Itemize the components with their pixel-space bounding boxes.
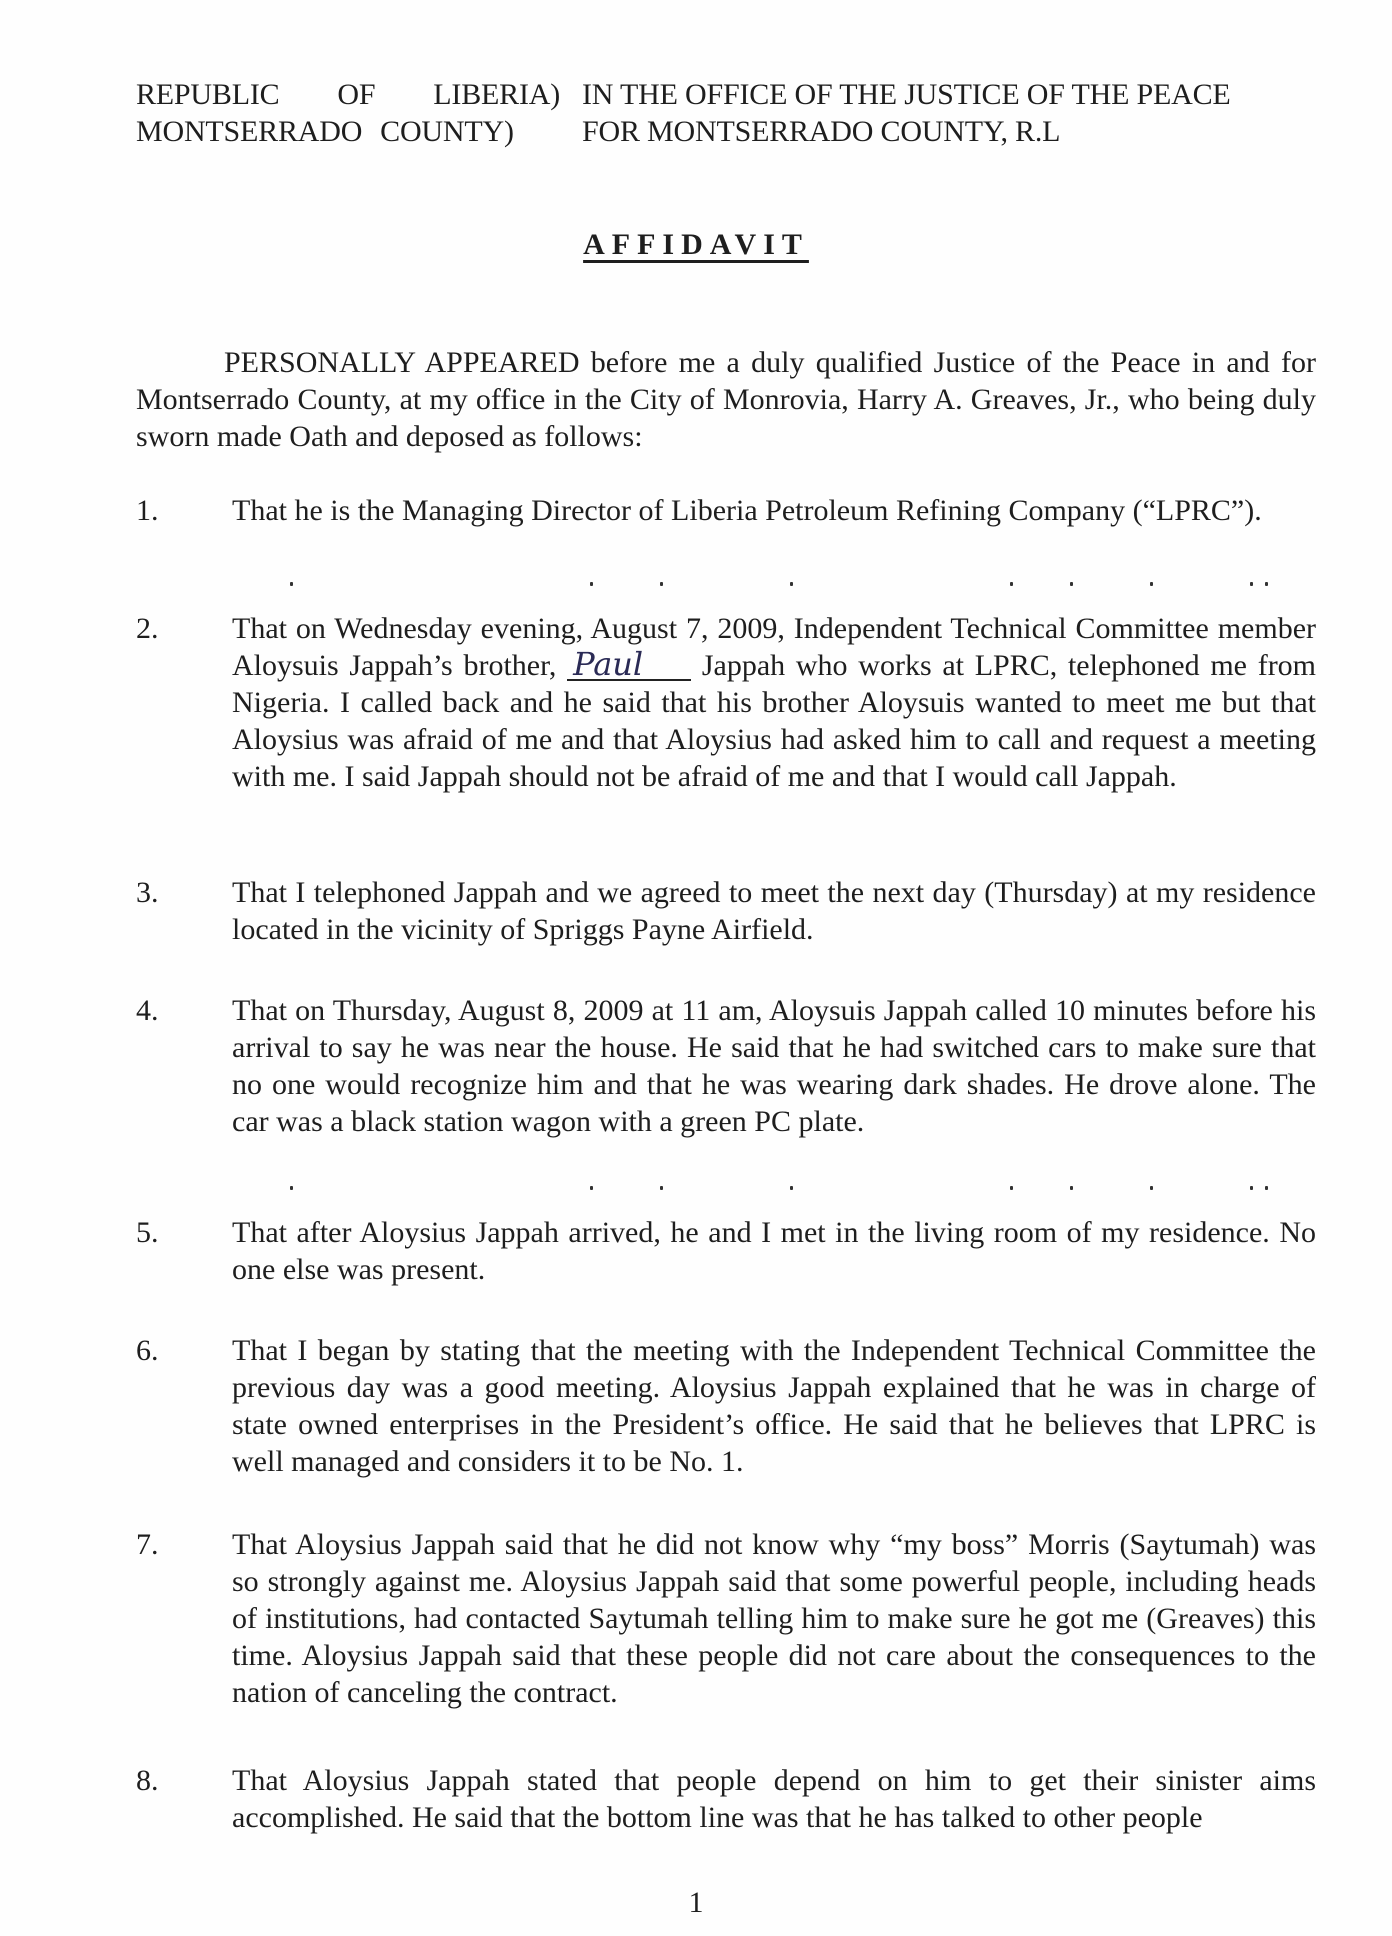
numbered-paragraph-7 — [136, 1526, 1316, 1711]
paragraph-text: That I began by stating that the meeting with the Independent Technical Committee the previous day was a good meeting. Aloysius Jappah explained that he was in charge of state owned enterprises in the President’s office. He said that he believes that LPRC is well managed and considers it to be No. 1. — [232, 1334, 1316, 1478]
caption-court: IN THE OFFICE OF THE JUSTICE OF THE PEACE — [582, 78, 1231, 111]
intro-paragraph: PERSONALLY APPEARED before me a duly qualified Justice of the Peace in and for Montserrado County, at my office in the City of Monrovia, Harry A. Greaves, Jr., who being duly sworn made Oath and deposed as follows: — [136, 346, 1316, 453]
caption-word: REPUBLIC — [136, 78, 280, 111]
numbered-paragraph-8 — [136, 1762, 1316, 1836]
paragraph-text: That Aloysius Jappah stated that people depend on him to get their sinister aims accomplished. He said that the bottom line was that he has talked to other people — [232, 1764, 1316, 1834]
caption-row-2 — [136, 113, 1316, 150]
paragraph-number: 3. — [136, 876, 159, 909]
numbered-paragraph-5 — [136, 1214, 1316, 1288]
numbered-paragraph-2 — [136, 610, 1316, 795]
caption-word: MONTSERRADO — [136, 115, 363, 148]
paragraph-number: 4. — [136, 994, 159, 1027]
caption-county — [136, 113, 582, 150]
page-number: 1 — [688, 1886, 704, 1919]
paragraph-text: That on Thursday, August 8, 2009 at 11 am, Aloysuis Jappah called 10 minutes before his arrival to say he was near the house. He said that he had switched cars to make sure that no one would recognize him and that he was wearing dark shades. He drove alone. The car was a black station wagon with a green PC plate. — [232, 994, 1316, 1138]
case-caption — [136, 76, 1316, 150]
paragraph-number: 7. — [136, 1528, 159, 1561]
title-text: AFFIDAVIT — [583, 228, 809, 261]
caption-word: COUNTY) — [380, 115, 514, 148]
paragraph-text — [232, 610, 1316, 795]
caption-jurisdiction — [136, 76, 582, 113]
paragraph-number: 5. — [136, 1216, 159, 1249]
numbered-paragraph-6 — [136, 1332, 1316, 1480]
caption-word: OF — [337, 78, 376, 111]
paragraph-number: 2. — [136, 612, 159, 645]
paragraph-text: That Aloysius Jappah said that he did not know why “my boss” Morris (Saytumah) was so strongly against me. Aloysius Jappah said that some powerful people, including heads of institutions, had contacted Saytumah telling him to make sure he got me (Greaves) this time. Aloysius Jappah said that these people did not care about the consequences to the nation of canceling the contract. — [232, 1528, 1316, 1709]
scan-artifact-specks — [290, 582, 1320, 592]
numbered-paragraph-3 — [136, 874, 1316, 948]
paragraph-text: That he is the Managing Director of Liberia Petroleum Refining Company (“LPRC”). — [232, 494, 1262, 527]
caption-word: LIBERIA) — [433, 78, 560, 111]
numbered-paragraph-1 — [136, 492, 1316, 529]
numbered-paragraph-4 — [136, 992, 1316, 1140]
scan-artifact-specks — [290, 1186, 1320, 1196]
paragraph-number: 8. — [136, 1764, 159, 1797]
paragraph-text-before: That on Wednesday evening, August 7, 2009, Independent Technical Committee member Aloysuis Jappah’s brother, — [232, 612, 1316, 682]
caption-court-county: FOR MONTSERRADO COUNTY, R.L — [582, 115, 1061, 148]
handwritten-name-field: Paul — [567, 649, 691, 681]
paragraph-number: 6. — [136, 1334, 159, 1367]
document-title — [0, 228, 1392, 262]
paragraph-text-after: Jappah who works at LPRC, telephoned me from Nigeria. I called back and he said that his brother Aloysuis wanted to meet me but that Aloysius was afraid of me and that Aloysius had asked him to call and request a meeting with me. I said Jappah should not be afraid of me and that I would call Jappah. — [232, 649, 1317, 793]
paragraph-text: That after Aloysius Jappah arrived, he and I met in the living room of my residence. No one else was present. — [232, 1216, 1316, 1286]
caption-row-1 — [136, 76, 1316, 113]
paragraph-text: That I telephoned Jappah and we agreed to meet the next day (Thursday) at my residence located in the vicinity of Spriggs Payne Airfield. — [232, 876, 1316, 946]
paragraph-number: 1. — [136, 494, 159, 527]
